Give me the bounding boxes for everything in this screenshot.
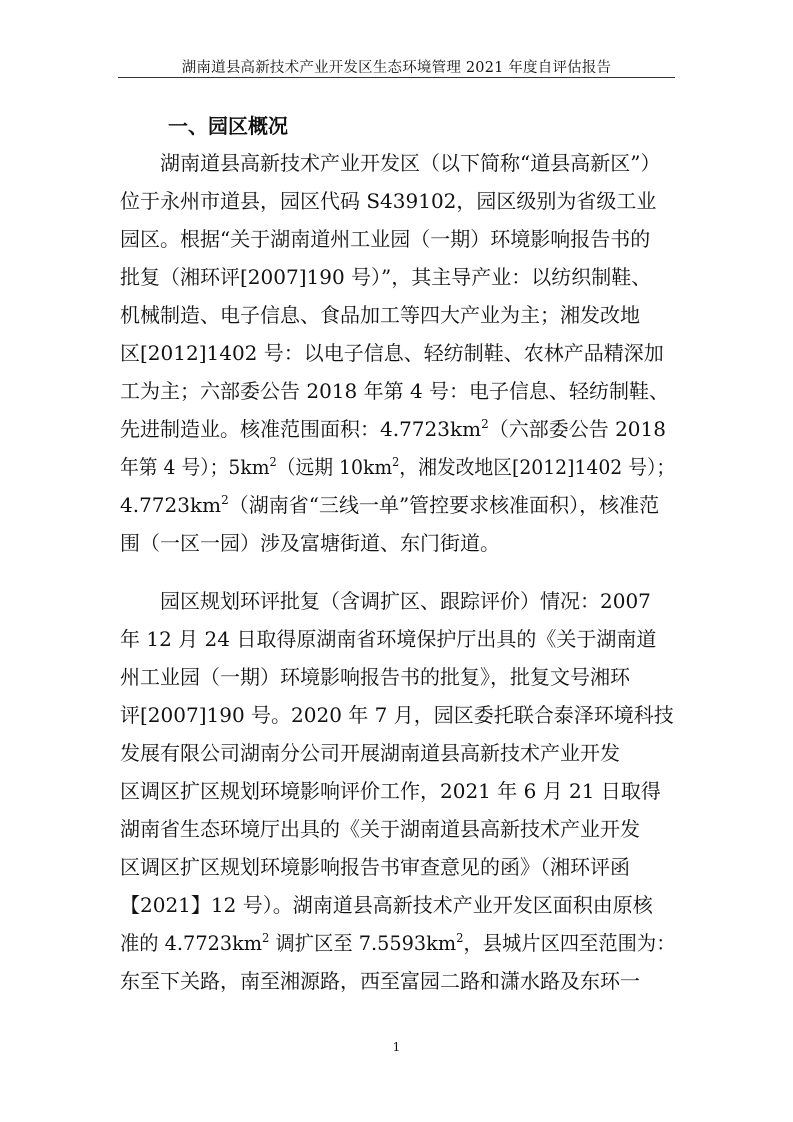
text-line: 区[2012]1402 号：以电子信息、轻纺制鞋、农林产品精深加 (120, 341, 664, 365)
text-line: 【2021】12 号）。湖南道县高新技术产业开发区面积由原核 (120, 893, 653, 917)
text-line: 年 12 月 24 日取得原湖南省环境保护厅出具的《关于湖南道 (120, 627, 657, 651)
text-line: 机械制造、电子信息、食品加工等四大产业为主；湘发改地 (120, 303, 640, 327)
text-line: 准的 $4.7723km^2$ 调扩区至 $7.5593km^2$，县城片区四至范围为： (120, 931, 676, 955)
text-line: 围（一区一园）涉及富塘街道、东门街道。 (120, 531, 500, 555)
page-number: 1 (392, 1040, 401, 1054)
text-line: 湖南道县高新技术产业开发区（以下简称“道县高新区”） (160, 151, 661, 175)
text-line: 湖南省生态环境厅出具的《关于湖南道县高新技术产业开发 (120, 817, 640, 841)
text-line: 发展有限公司湖南分公司开展湖南道县高新技术产业开发 (120, 741, 620, 765)
text-line: 区调区扩区规划环境影响报告书审查意见的函》（湘环评函 (120, 855, 630, 879)
text-line: 区调区扩区规划环境影响评价工作，2021 年 6 月 21 日取得 (120, 779, 661, 803)
text-line: 园区规划环评批复（含调扩区、跟踪评价）情况：2007 (160, 589, 651, 613)
section-heading: 一、园区概况 (168, 114, 288, 138)
text-line: 州工业园（一期）环境影响报告书的批复》，批复文号湘环 (120, 665, 630, 689)
header-divider (118, 77, 675, 78)
text-line: 位于永州市道县，园区代码 S439102，园区级别为省级工业 (120, 189, 657, 213)
text-line: 东至下关路，南至湘源路，西至富园二路和潇水路及东环一 (120, 969, 640, 993)
running-header: 湖南道县高新技术产业开发区生态环境管理 2021 年度自评估报告 (181, 60, 612, 76)
text-line: 评[2007]190 号。2020 年 7 月，园区委托联合泰泽环境科技 (120, 703, 674, 727)
text-line: 年第 4 号）；$5km^2$（远期 $10km^2$，湘发改地区[2012]1402 号）； (120, 455, 676, 479)
text-line: 园区。根据“关于湖南道州工业园（一期）环境影响报告书的 (120, 227, 651, 251)
text-line: 批复（湘环评[2007]190 号）”，其主导产业：以纺织制鞋、 (120, 265, 652, 289)
text-line: $4.7723km^2$（湖南省“三线一单”管控要求核准面积），核准范 (120, 493, 660, 517)
text-line: 先进制造业。核准范围面积：$4.7723km^2$（六部委公告 2018 (120, 417, 666, 441)
text-line: 工为主；六部委公告 2018 年第 4 号：电子信息、轻纺制鞋、 (120, 379, 670, 403)
